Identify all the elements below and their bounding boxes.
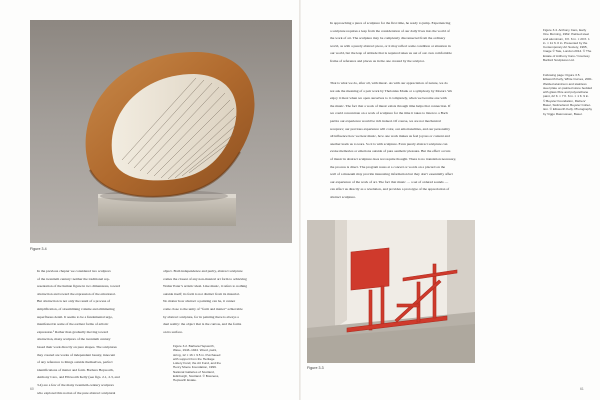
text-line: resentation of the human figure in two dimensions, toward [37,284,121,289]
text-line: partita our experience would be rich indeed. Of course, we are not mechanical [330,118,441,123]
caption-line: paint, 22 ft. × 7 ft. 6 in. × 1 ft. 9 in. [543,94,590,99]
caption-line: Hepworth Estate. [173,378,197,383]
book-gutter [299,0,301,400]
caption-line: with glass fibre and polyurethane [543,90,589,95]
paragraph-2 [330,80,537,202]
caption-figure-3-5 [543,73,595,116]
text-line: But abstraction is not only the result of a process of [37,299,111,304]
text-line: Walter Pater’s artistic ideal. Like music, it refers to nothing [163,284,248,289]
caption-line: Figure 3.2. Barbara Hepworth, [173,344,215,348]
text-line: identifications of matter and form. Barbara Hepworth, [37,367,114,372]
caption-line: One Morning, 1962. Painted steel [543,32,590,37]
text-line: world, as with a purely abstract piece, or it may reflect some condition or situation in [330,43,451,48]
caption-line: in. × 11 ft. 0 in. Presented by the [543,40,588,45]
caption-line: steel plate on painted stone bedded [543,85,593,90]
text-line: superfluous detail. It seems to be a fundamental urge, [37,314,113,319]
text-line: by abstract sculpture, for in painting there is always a [163,314,239,319]
text-line: abstraction, many sculptors of the twentieth century [37,337,111,342]
text-line: our experience of the work of art. The fact that music … a set of ordered sounds — [330,179,449,184]
caption-figure-3-2 [173,344,253,383]
gallery-sculpture-illustration [307,220,475,363]
text-line: abstract sculpture. [330,194,356,199]
caption-line: Estate of Anthony Caro / Courtesy [543,53,590,58]
text-line: all influence how we hear music, how one work makes us feel joyous or content and [330,134,450,139]
text-line: That is what we do, after all, with music. As with our appreciation of nature, we do [330,81,448,85]
caption-line: Following page: Figure 3.5. [543,73,581,77]
text-line: of the twentieth century: neither the traditional rep- [37,276,110,281]
text-line: a sculpture requires a leap from the consideration of our daily lives into the world of [330,28,450,33]
caption-line: Henry Moore Foundation, 1999. [173,365,217,370]
text-line: of any reference to things outside themselves, perfect [37,360,113,365]
text-line: the work of art. The sculpture may be completely disconnected from the ordinary [330,36,446,41]
text-line: receptors; our previous experience will color, our emotionalities, and our personality [330,126,451,131]
text-line: who explored this notion of the pure abstract sculptural [37,390,116,395]
wood-sculpture-illustration [30,20,292,243]
text-line: manifested in some of the earliest forms of artistic [37,322,109,327]
text-line: the music. The fact that a work of music exists through time helps that connection. If [330,103,451,108]
text-line: another leads us to tears. So it is with sculpture. Even purely abstract sculpture can [330,141,448,146]
text-line: on its surface. [163,329,183,334]
text-line: can affect us directly as a revelation, and provides a prototype of the appreciation of [330,187,450,192]
text-line: frame of reference and places us in the one created by the sculptor. [330,58,425,63]
caro-red-sculpture-photo [307,220,475,363]
caption-line: Image © Tate, London 2014. © The [543,49,592,54]
page-number-right: 61 [580,387,584,391]
text-line: comes the closest of any non-musical art form to achieving [163,276,247,281]
text-line: abstraction and toward the expression of the emotional. [37,291,116,296]
caption-line: by Viggo Rasmussen, Basel. [543,111,583,116]
text-line: come close to the unity of “form and matter” achievable [163,306,243,311]
text-line: dual reality: the object that is the canvas, and the forms [163,322,242,327]
caption-line: and aluminium, 9 ft. 6 in. × 20 ft. 1 [543,36,590,41]
body-column-left [37,268,156,397]
caption-line: Ellsworth Kelly, White Curves, 2001. [543,77,593,82]
text-line: In the previous chapter we considered two sculptors [37,269,111,273]
text-line: expression.¹ Rather than gradually moving toward [37,329,109,334]
body-column-right [163,268,285,336]
caption-line: Lottery Fund, the Art Fund, and the [173,361,221,366]
paragraph-1 [330,20,537,66]
caption-figure-3-4 [543,28,595,62]
text-line: wall of a museum may provide interesting information but they don’t essentially affect [330,172,453,177]
caption-line: Basel, Switzerland. Beyeler Collec- [543,103,592,108]
text-line: outside itself; its form is not distinct from its material. [163,291,240,296]
text-line: of music in abstract sculpture does not require thought. There is no translation necessary, [330,156,457,161]
caption-line: tion. © Ellsworth Kelly. Photography [543,107,592,112]
caption-line: National Galleries of Scotland, [173,369,215,374]
caption-line: Figure 3.4. Anthony Caro, Early [543,28,587,32]
text-line: they created are works of independent beauty, innocent [37,352,116,357]
figure-label: Figure 3.3 [307,366,324,370]
caption-line: string, 12 × 16 × 9.5 in. Purchased [173,352,221,357]
text-line: not ask the meaning of a pair work by Thelonius Monk or a symphony by Mozart. We [330,88,453,93]
text-line: enjoy it most when we open ourselves to it completely, when we become one with [330,96,447,101]
text-line: the process is direct. The program notes at a concert or words on a placard on the [330,164,446,169]
caption-line: Welded aluminum and stainless [543,81,587,86]
hepworth-wave-photo [30,20,292,243]
caption-line: Wave, 1943–1944. Wood, paint, [173,348,218,353]
text-line: 3.4) are a few of the many twentieth-century sculptors [37,382,114,387]
caption-line: Barford Sculptures Ltd. [543,58,575,63]
text-line: Anthony Caro, and Ellsworth Kelly (see figs. 2.1, 2.3, and [37,375,120,380]
text-line: In approaching a piece of sculpture for the first time, he ready to jump. Experiencing [330,21,451,25]
caption-line: Edinburgh, Scotland. © Bowness, [173,374,220,379]
caption-line: © Beyeler Foundation, Riehen/ [543,98,586,103]
caption-line: Contemporary Art Society, 1965, [543,45,588,50]
text-line: we could concentrate on a work of sculpture for the time it takes to listen to a Bach [330,111,448,116]
text-line: object. Both independence and purity, abstract sculpture [163,269,243,273]
text-line: our world, but the leap of attitude that is required takes us out of our own comfortable [330,51,452,56]
text-line: evoke memories or emotions outside of pure aesthetic pleasure. But the effect occurs [330,149,451,154]
text-line: simplification, of streamlining volume and eliminating [37,306,115,311]
figure-label: Figure 3.4 [30,247,47,251]
text-line: No matter how abstract a painting can be, it cannot [163,299,236,304]
page-number-left: 60 [30,387,34,391]
text-line: based their work directly on pure shapes. The sculptures [37,344,117,349]
caption-line: with support from the Heritage [173,356,215,361]
